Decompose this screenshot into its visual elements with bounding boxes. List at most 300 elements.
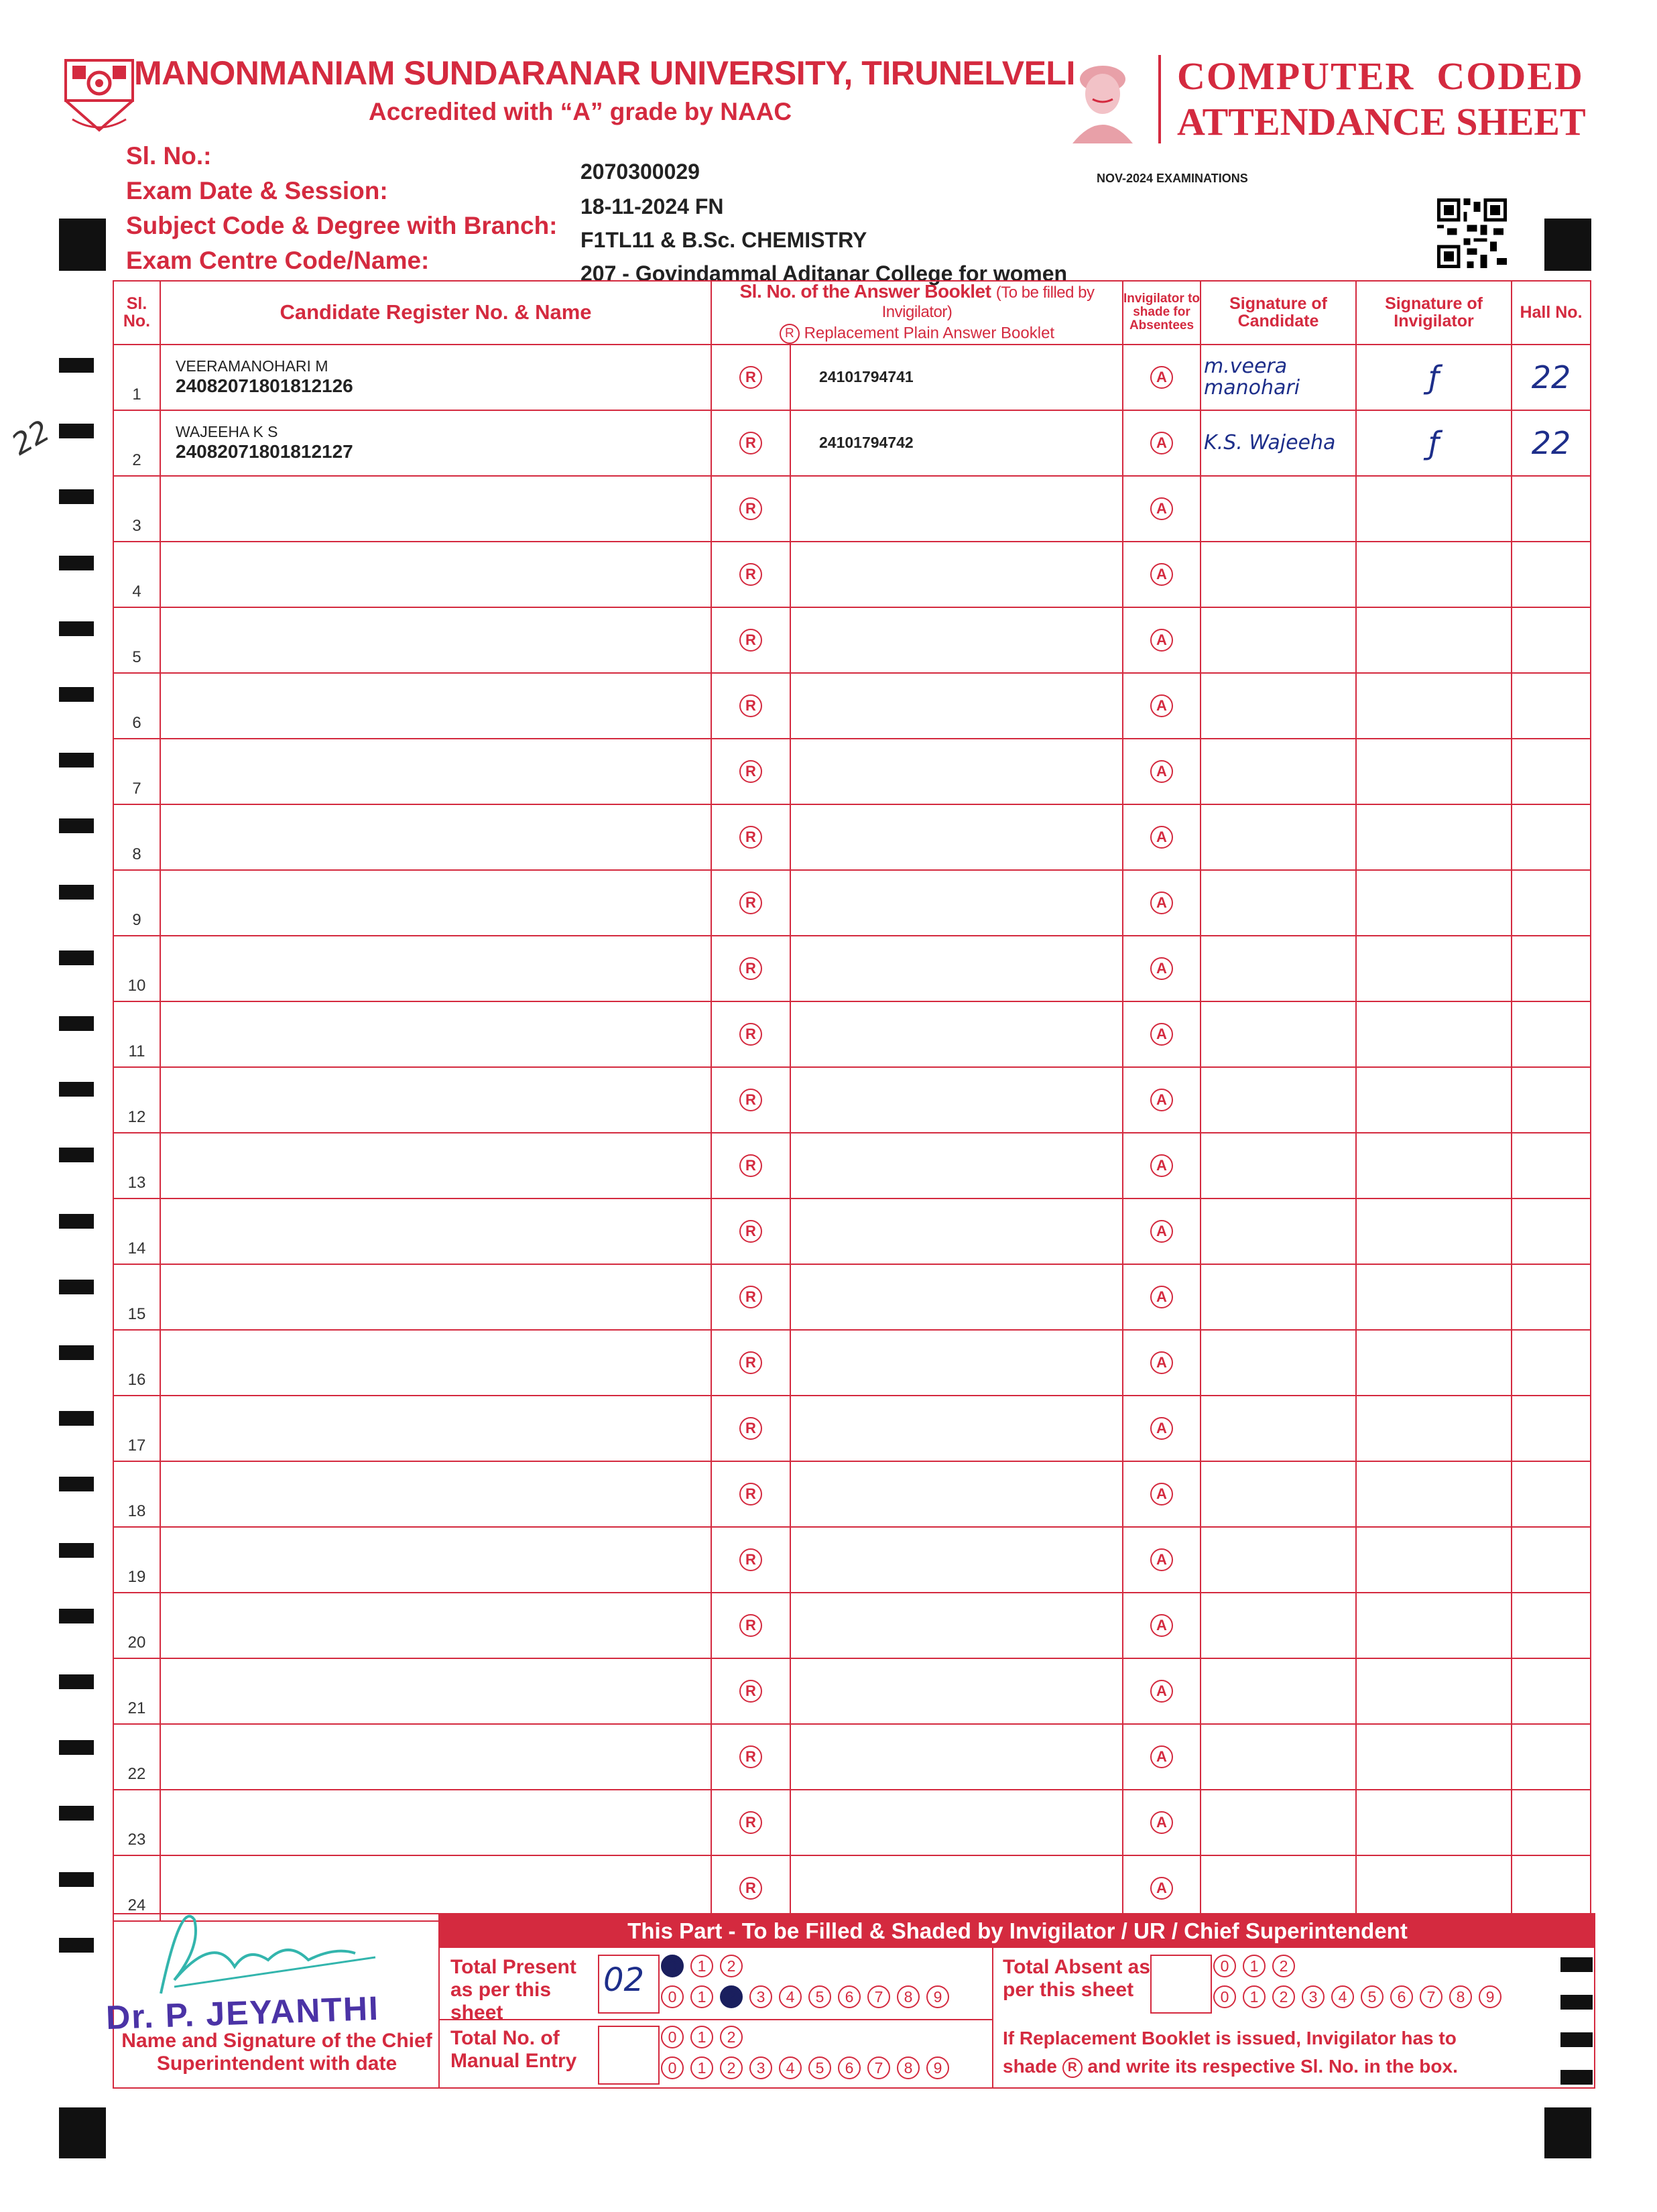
absent-bubble-cell[interactable] bbox=[1123, 1790, 1201, 1855]
hall-no-cell[interactable] bbox=[1512, 410, 1591, 476]
hall-no-cell[interactable] bbox=[1512, 739, 1591, 804]
row-sl-no: 10 bbox=[113, 936, 160, 1001]
replacement-bubble-cell[interactable] bbox=[711, 345, 790, 410]
candidate-cell bbox=[160, 607, 711, 673]
hall-no-cell[interactable] bbox=[1512, 345, 1591, 410]
invigilator-signature-cell[interactable] bbox=[1356, 607, 1512, 673]
candidate-signature-cell[interactable] bbox=[1201, 1527, 1356, 1593]
absent-a-icon[interactable]: A bbox=[1150, 1614, 1173, 1637]
manual-entry-units-bubbles bbox=[661, 2056, 949, 2079]
absent-a-icon[interactable]: A bbox=[1150, 366, 1173, 389]
candidate-signature-cell[interactable] bbox=[1201, 804, 1356, 870]
replacement-bubble-cell[interactable] bbox=[711, 673, 790, 739]
row-sl-no: 2 bbox=[113, 410, 160, 476]
candidate-signature-cell[interactable] bbox=[1201, 1724, 1356, 1790]
invigilator-signature-cell[interactable] bbox=[1356, 345, 1512, 410]
row-sl-no: 17 bbox=[113, 1396, 160, 1461]
timing-mark bbox=[59, 753, 94, 767]
digit-bubble[interactable]: 0 bbox=[661, 1985, 684, 2008]
digit-bubble[interactable]: 1 bbox=[690, 1985, 713, 2008]
candidate-name: VEERAMANOHARI M bbox=[176, 357, 328, 375]
digit-bubble[interactable]: 6 bbox=[838, 2056, 861, 2079]
replacement-r-icon[interactable]: R bbox=[739, 1614, 762, 1637]
replacement-r-icon[interactable]: R bbox=[739, 760, 762, 783]
candidate-signature-cell[interactable] bbox=[1201, 1855, 1356, 1921]
candidate-cell bbox=[160, 1461, 711, 1527]
hall-no-cell[interactable] bbox=[1512, 936, 1591, 1001]
invigilator-signature-cell[interactable] bbox=[1356, 1724, 1512, 1790]
digit-bubble[interactable]: 6 bbox=[838, 1985, 861, 2008]
booklet-cell[interactable] bbox=[790, 1593, 1123, 1658]
timing-mark bbox=[59, 1872, 94, 1887]
replacement-r-icon[interactable]: R bbox=[739, 1351, 762, 1374]
booklet-cell[interactable] bbox=[790, 1396, 1123, 1461]
table-row bbox=[113, 1396, 1591, 1461]
invigilator-signature-cell[interactable] bbox=[1356, 1199, 1512, 1264]
exams-tag: NOV-2024 EXAMINATIONS bbox=[1097, 172, 1248, 185]
absent-bubble-cell[interactable] bbox=[1123, 1001, 1201, 1067]
digit-bubble[interactable]: 0 bbox=[661, 2056, 684, 2079]
digit-bubble[interactable]: 5 bbox=[808, 2056, 831, 2079]
candidate-cell bbox=[160, 345, 711, 410]
booklet-cell[interactable] bbox=[790, 1790, 1123, 1855]
absent-bubble-cell[interactable] bbox=[1123, 1396, 1201, 1461]
hall-no-cell[interactable] bbox=[1512, 1133, 1591, 1199]
booklet-cell[interactable] bbox=[790, 607, 1123, 673]
hall-no-cell[interactable] bbox=[1512, 1790, 1591, 1855]
replacement-r-icon[interactable]: R bbox=[739, 1680, 762, 1703]
candidate-signature-cell[interactable] bbox=[1201, 345, 1356, 410]
sheet-title-line1: COMPUTER CODED bbox=[1177, 54, 1584, 98]
candidate-signature-cell[interactable] bbox=[1201, 1199, 1356, 1264]
candidate-signature-cell[interactable] bbox=[1201, 1461, 1356, 1527]
digit-bubble[interactable]: 7 bbox=[867, 2056, 890, 2079]
absent-bubble-cell[interactable] bbox=[1123, 1264, 1201, 1330]
replacement-r-icon[interactable]: R bbox=[739, 366, 762, 389]
table-row bbox=[113, 410, 1591, 476]
hall-no-cell[interactable] bbox=[1512, 673, 1591, 739]
hall-no-cell[interactable] bbox=[1512, 870, 1591, 936]
invigilator-signature-cell[interactable] bbox=[1356, 476, 1512, 542]
replacement-r-icon[interactable]: R bbox=[739, 497, 762, 520]
invigilator-signature-cell[interactable] bbox=[1356, 870, 1512, 936]
table-row bbox=[113, 1330, 1591, 1396]
row-sl-no: 18 bbox=[113, 1461, 160, 1527]
timing-mark bbox=[59, 1806, 94, 1821]
digit-bubble[interactable]: 3 bbox=[749, 2056, 772, 2079]
booklet-cell[interactable] bbox=[790, 345, 1123, 410]
digit-bubble[interactable]: 2 bbox=[720, 2056, 743, 2079]
row-sl-no: 23 bbox=[113, 1790, 160, 1855]
absent-a-icon[interactable]: A bbox=[1150, 1351, 1173, 1374]
candidate-signature-cell[interactable] bbox=[1201, 1593, 1356, 1658]
booklet-cell[interactable] bbox=[790, 1133, 1123, 1199]
invigilator-signature-cell[interactable] bbox=[1356, 739, 1512, 804]
candidate-signature: m.veera manohari bbox=[1204, 354, 1300, 400]
manual-entry-tens-bubbles bbox=[661, 2026, 743, 2048]
candidate-signature-cell[interactable] bbox=[1201, 1001, 1356, 1067]
booklet-cell[interactable] bbox=[790, 739, 1123, 804]
candidate-cell bbox=[160, 673, 711, 739]
digit-bubble[interactable]: 1 bbox=[690, 2056, 713, 2079]
university-logo bbox=[59, 56, 139, 135]
digit-bubble[interactable]: 0 bbox=[661, 1955, 684, 1977]
candidate-cell bbox=[160, 739, 711, 804]
replacement-r-icon[interactable]: R bbox=[739, 1154, 762, 1177]
candidate-signature-cell[interactable] bbox=[1201, 1067, 1356, 1133]
digit-bubble[interactable]: 4 bbox=[779, 2056, 802, 2079]
digit-bubble[interactable]: 0 bbox=[1213, 1955, 1236, 1977]
booklet-cell[interactable] bbox=[790, 542, 1123, 607]
absent-bubble-cell[interactable] bbox=[1123, 542, 1201, 607]
absent-a-icon[interactable]: A bbox=[1150, 1220, 1173, 1243]
absent-bubble-cell[interactable] bbox=[1123, 739, 1201, 804]
header-booklet-main: Sl. No. of the Answer Booklet bbox=[739, 281, 991, 302]
invigilator-signature-cell[interactable] bbox=[1356, 1790, 1512, 1855]
exam-date-label: Exam Date & Session: bbox=[126, 177, 388, 204]
replacement-r-icon[interactable]: R bbox=[739, 1220, 762, 1243]
absent-a-icon[interactable]: A bbox=[1150, 497, 1173, 520]
invigilator-signature-cell[interactable] bbox=[1356, 1461, 1512, 1527]
booklet-cell[interactable] bbox=[790, 870, 1123, 936]
absent-bubble-cell[interactable] bbox=[1123, 1067, 1201, 1133]
absent-bubble-cell[interactable] bbox=[1123, 1724, 1201, 1790]
digit-bubble[interactable]: 0 bbox=[1213, 1985, 1236, 2008]
absent-bubble-cell[interactable] bbox=[1123, 804, 1201, 870]
founder-portrait bbox=[1059, 52, 1146, 143]
table-row bbox=[113, 936, 1591, 1001]
digit-bubble[interactable]: 2 bbox=[720, 1955, 743, 1977]
digit-bubble[interactable]: 9 bbox=[926, 1985, 949, 2008]
invigilator-signature-cell[interactable] bbox=[1356, 1264, 1512, 1330]
candidate-signature-cell[interactable] bbox=[1201, 1133, 1356, 1199]
absent-bubble-cell[interactable] bbox=[1123, 1593, 1201, 1658]
header-hall: Hall No. bbox=[1512, 281, 1591, 345]
absent-bubble-cell[interactable] bbox=[1123, 607, 1201, 673]
timing-mark bbox=[59, 1345, 94, 1360]
digit-bubble[interactable]: 8 bbox=[897, 1985, 920, 2008]
candidate-cell bbox=[160, 1264, 711, 1330]
absent-bubble-cell[interactable] bbox=[1123, 1330, 1201, 1396]
absent-bubble-cell[interactable] bbox=[1123, 1855, 1201, 1921]
absent-a-icon[interactable]: A bbox=[1150, 1154, 1173, 1177]
booklet-cell[interactable] bbox=[790, 673, 1123, 739]
sheet-title-line2: ATTENDANCE SHEET bbox=[1177, 100, 1586, 143]
digit-bubble[interactable]: 2 bbox=[720, 2026, 743, 2048]
booklet-cell[interactable] bbox=[790, 1264, 1123, 1330]
candidate-signature-cell[interactable] bbox=[1201, 1790, 1356, 1855]
absent-a-icon[interactable]: A bbox=[1150, 563, 1173, 586]
row-sl-no: 9 bbox=[113, 870, 160, 936]
absent-a-icon[interactable]: A bbox=[1150, 760, 1173, 783]
hall-no-cell[interactable] bbox=[1512, 1199, 1591, 1264]
candidate-cell bbox=[160, 542, 711, 607]
booklet-cell[interactable] bbox=[790, 804, 1123, 870]
replacement-bubble-cell[interactable] bbox=[711, 476, 790, 542]
table-row bbox=[113, 870, 1591, 936]
chief-label: Name and Signature of the Chief Superintendent with date bbox=[121, 2030, 432, 2075]
absent-bubble-cell[interactable] bbox=[1123, 1461, 1201, 1527]
digit-bubble[interactable]: 7 bbox=[1420, 1985, 1443, 2008]
absent-bubble-cell[interactable] bbox=[1123, 936, 1201, 1001]
table-row bbox=[113, 1461, 1591, 1527]
replacement-bubble-cell[interactable] bbox=[711, 1264, 790, 1330]
centre-value: 207 - Govindammal Aditanar College for women bbox=[580, 261, 1068, 286]
row-sl-no: 24 bbox=[113, 1855, 160, 1921]
total-present-label: Total Present as per this sheet bbox=[450, 1956, 576, 2024]
digit-bubble[interactable]: 2 bbox=[1272, 1955, 1295, 1977]
digit-bubble[interactable]: 2 bbox=[1272, 1985, 1295, 2008]
replacement-r-icon[interactable]: R bbox=[739, 1548, 762, 1571]
row-sl-no: 5 bbox=[113, 607, 160, 673]
replacement-bubble-cell[interactable] bbox=[711, 1396, 790, 1461]
replacement-r-icon[interactable]: R bbox=[739, 1745, 762, 1768]
booklet-cell[interactable] bbox=[790, 936, 1123, 1001]
timing-mark bbox=[59, 424, 94, 438]
centre-label: Exam Centre Code/Name: bbox=[126, 247, 430, 274]
hall-no-cell[interactable] bbox=[1512, 1461, 1591, 1527]
invigilator-signature-cell[interactable] bbox=[1356, 1067, 1512, 1133]
absent-a-icon[interactable]: A bbox=[1150, 1023, 1173, 1046]
invigilator-signature-cell[interactable] bbox=[1356, 1658, 1512, 1724]
absent-a-icon[interactable]: A bbox=[1150, 957, 1173, 980]
candidate-signature-cell[interactable] bbox=[1201, 542, 1356, 607]
replacement-bubble-cell[interactable] bbox=[711, 542, 790, 607]
replacement-r-icon[interactable]: R bbox=[739, 432, 762, 454]
absent-a-icon[interactable]: A bbox=[1150, 1089, 1173, 1111]
table-row bbox=[113, 1593, 1591, 1658]
absent-a-icon[interactable]: A bbox=[1150, 432, 1173, 454]
candidate-signature-cell[interactable] bbox=[1201, 673, 1356, 739]
replacement-r-icon[interactable]: R bbox=[739, 892, 762, 914]
hall-no-cell[interactable] bbox=[1512, 804, 1591, 870]
digit-bubble[interactable]: 3 bbox=[1302, 1985, 1325, 2008]
replacement-r-icon[interactable]: R bbox=[739, 1023, 762, 1046]
replacement-bubble-cell[interactable] bbox=[711, 1790, 790, 1855]
replacement-r-icon[interactable]: R bbox=[739, 1417, 762, 1440]
digit-bubble[interactable]: 0 bbox=[661, 2026, 684, 2048]
replacement-bubble-cell[interactable] bbox=[711, 1133, 790, 1199]
title-divider bbox=[1158, 55, 1161, 143]
candidate-signature-cell[interactable] bbox=[1201, 870, 1356, 936]
replacement-bubble-cell[interactable] bbox=[711, 1330, 790, 1396]
hall-no-cell[interactable] bbox=[1512, 1855, 1591, 1921]
absent-a-icon[interactable]: A bbox=[1150, 1811, 1173, 1834]
timing-mark bbox=[59, 885, 94, 900]
timing-mark bbox=[59, 1609, 94, 1623]
candidate-signature-cell[interactable] bbox=[1201, 1396, 1356, 1461]
manual-entry-box[interactable] bbox=[598, 2026, 660, 2085]
replacement-r-icon[interactable]: R bbox=[739, 563, 762, 586]
absent-bubble-cell[interactable] bbox=[1123, 1199, 1201, 1264]
booklet-cell[interactable] bbox=[790, 1855, 1123, 1921]
replacement-bubble-cell[interactable] bbox=[711, 1724, 790, 1790]
digit-bubble[interactable]: 1 bbox=[690, 2026, 713, 2048]
invigilator-signature-cell[interactable] bbox=[1356, 542, 1512, 607]
absent-a-icon[interactable]: A bbox=[1150, 892, 1173, 914]
replacement-r-icon[interactable]: R bbox=[739, 1483, 762, 1506]
candidate-signature-cell[interactable] bbox=[1201, 476, 1356, 542]
absent-a-icon[interactable]: A bbox=[1150, 826, 1173, 849]
invigilator-signature-cell[interactable] bbox=[1356, 410, 1512, 476]
absent-a-icon[interactable]: A bbox=[1150, 1483, 1173, 1506]
replacement-r-icon[interactable]: R bbox=[739, 694, 762, 717]
replacement-bubble-cell[interactable] bbox=[711, 410, 790, 476]
header-sig-invigilator: Signature of Invigilator bbox=[1356, 281, 1512, 345]
replacement-bubble-cell[interactable] bbox=[711, 936, 790, 1001]
replacement-bubble-cell[interactable] bbox=[711, 739, 790, 804]
replacement-r-icon[interactable]: R bbox=[739, 1811, 762, 1834]
replacement-r-icon[interactable]: R bbox=[739, 957, 762, 980]
digit-bubble[interactable]: 1 bbox=[690, 1955, 713, 1977]
replacement-bubble-cell[interactable] bbox=[711, 1658, 790, 1724]
absent-a-icon[interactable]: A bbox=[1150, 1286, 1173, 1308]
row-sl-no: 14 bbox=[113, 1199, 160, 1264]
invigilator-signature-cell[interactable] bbox=[1356, 936, 1512, 1001]
hall-no-cell[interactable] bbox=[1512, 1658, 1591, 1724]
candidate-signature-cell[interactable] bbox=[1201, 936, 1356, 1001]
replacement-r-icon[interactable]: R bbox=[739, 1877, 762, 1900]
header-booklet-note: (To be filled by Invigilator) bbox=[881, 284, 1095, 322]
table-row bbox=[113, 607, 1591, 673]
invigilator-signature-cell[interactable] bbox=[1356, 1396, 1512, 1461]
absent-bubble-cell[interactable] bbox=[1123, 870, 1201, 936]
row-sl-no: 13 bbox=[113, 1133, 160, 1199]
invigilator-signature-cell[interactable] bbox=[1356, 1133, 1512, 1199]
booklet-cell[interactable] bbox=[790, 1658, 1123, 1724]
digit-bubble[interactable]: 1 bbox=[1243, 1955, 1266, 1977]
replacement-bubble-cell[interactable] bbox=[711, 1067, 790, 1133]
hall-no-cell[interactable] bbox=[1512, 1001, 1591, 1067]
replacement-r-icon[interactable]: R bbox=[739, 826, 762, 849]
total-absent-box[interactable] bbox=[1150, 1955, 1212, 2014]
replacement-bubble-cell[interactable] bbox=[711, 1199, 790, 1264]
replacement-bubble-cell[interactable] bbox=[711, 1855, 790, 1921]
hall-no-cell[interactable] bbox=[1512, 542, 1591, 607]
invigilator-signature-cell[interactable] bbox=[1356, 1593, 1512, 1658]
invigilator-signature-cell[interactable] bbox=[1356, 804, 1512, 870]
hall-no-cell[interactable] bbox=[1512, 1593, 1591, 1658]
candidate-signature-cell[interactable] bbox=[1201, 1264, 1356, 1330]
replacement-bubble-cell[interactable] bbox=[711, 1461, 790, 1527]
hall-no-cell[interactable] bbox=[1512, 476, 1591, 542]
officials-section bbox=[105, 1913, 1595, 2089]
timing-mark bbox=[1544, 219, 1591, 271]
candidate-signature-cell[interactable] bbox=[1201, 607, 1356, 673]
digit-bubble[interactable]: 7 bbox=[867, 1985, 890, 2008]
hall-no-cell[interactable] bbox=[1512, 1724, 1591, 1790]
replacement-r-icon[interactable]: R bbox=[739, 1286, 762, 1308]
timing-mark bbox=[59, 1477, 94, 1491]
hall-no-cell[interactable] bbox=[1512, 607, 1591, 673]
booklet-cell[interactable] bbox=[790, 1527, 1123, 1593]
absent-bubble-cell[interactable] bbox=[1123, 673, 1201, 739]
absent-a-icon[interactable]: A bbox=[1150, 1745, 1173, 1768]
digit-bubble[interactable]: 8 bbox=[897, 2056, 920, 2079]
chief-name-stamp: Dr. P. JEYANTHI bbox=[105, 1989, 380, 2037]
absent-a-icon[interactable]: A bbox=[1150, 629, 1173, 652]
candidate-cell bbox=[160, 1067, 711, 1133]
absent-bubble-cell[interactable] bbox=[1123, 1527, 1201, 1593]
digit-bubble[interactable]: 9 bbox=[926, 2056, 949, 2079]
timing-mark bbox=[59, 556, 94, 570]
replacement-bubble-cell[interactable] bbox=[711, 1527, 790, 1593]
timing-mark bbox=[59, 1674, 94, 1689]
table-row bbox=[113, 542, 1591, 607]
digit-bubble[interactable]: 2 bbox=[720, 1985, 743, 2008]
absent-bubble-cell[interactable] bbox=[1123, 345, 1201, 410]
digit-bubble[interactable]: 9 bbox=[1479, 1985, 1501, 2008]
timing-mark bbox=[59, 489, 94, 504]
hall-no-cell[interactable] bbox=[1512, 1330, 1591, 1396]
replacement-bubble-cell[interactable] bbox=[711, 607, 790, 673]
digit-bubble[interactable]: 3 bbox=[749, 1985, 772, 2008]
booklet-cell[interactable] bbox=[790, 1724, 1123, 1790]
digit-bubble[interactable]: 8 bbox=[1449, 1985, 1472, 2008]
header-sl-no: Sl. No. bbox=[113, 281, 160, 345]
digit-bubble[interactable]: 6 bbox=[1390, 1985, 1413, 2008]
invigilator-signature-cell[interactable] bbox=[1356, 1001, 1512, 1067]
absent-bubble-cell[interactable] bbox=[1123, 1133, 1201, 1199]
booklet-cell[interactable] bbox=[790, 476, 1123, 542]
replacement-bubble-cell[interactable] bbox=[711, 870, 790, 936]
digit-bubble[interactable]: 1 bbox=[1243, 1985, 1266, 2008]
replacement-bubble-cell[interactable] bbox=[711, 804, 790, 870]
replacement-bubble-cell[interactable] bbox=[711, 1593, 790, 1658]
replacement-bubble-cell[interactable] bbox=[711, 1001, 790, 1067]
digit-bubble[interactable]: 5 bbox=[808, 1985, 831, 2008]
booklet-cell[interactable] bbox=[790, 1461, 1123, 1527]
booklet-cell[interactable] bbox=[790, 1067, 1123, 1133]
timing-mark bbox=[1544, 2107, 1591, 2158]
absent-bubble-cell[interactable] bbox=[1123, 476, 1201, 542]
absent-bubble-cell[interactable] bbox=[1123, 1658, 1201, 1724]
digit-bubble[interactable]: 4 bbox=[1331, 1985, 1354, 2008]
booklet-cell[interactable] bbox=[790, 1330, 1123, 1396]
invigilator-signature-cell[interactable] bbox=[1356, 1855, 1512, 1921]
absent-bubble-cell[interactable] bbox=[1123, 410, 1201, 476]
officials-band: This Part - To be Filled & Shaded by Invigilator / UR / Chief Superintendent bbox=[440, 1914, 1595, 1948]
absent-a-icon[interactable]: A bbox=[1150, 1877, 1173, 1900]
candidate-signature-cell[interactable] bbox=[1201, 1330, 1356, 1396]
invigilator-signature-cell[interactable] bbox=[1356, 1330, 1512, 1396]
replacement-r-icon[interactable]: R bbox=[739, 1089, 762, 1111]
hall-no-cell[interactable] bbox=[1512, 1264, 1591, 1330]
replacement-r-icon[interactable]: R bbox=[739, 629, 762, 652]
booklet-cell[interactable] bbox=[790, 410, 1123, 476]
row-sl-no: 1 bbox=[113, 345, 160, 410]
hall-no-cell[interactable] bbox=[1512, 1396, 1591, 1461]
candidate-signature-cell[interactable] bbox=[1201, 410, 1356, 476]
booklet-cell[interactable] bbox=[790, 1199, 1123, 1264]
absent-a-icon[interactable]: A bbox=[1150, 1548, 1173, 1571]
candidate-signature-cell[interactable] bbox=[1201, 1658, 1356, 1724]
booklet-cell[interactable] bbox=[790, 1001, 1123, 1067]
hall-no: 22 bbox=[1531, 424, 1571, 461]
candidate-reg-no: 24082071801812127 bbox=[176, 441, 353, 463]
hall-no-cell[interactable] bbox=[1512, 1527, 1591, 1593]
digit-bubble[interactable]: 5 bbox=[1361, 1985, 1384, 2008]
candidate-cell bbox=[160, 1330, 711, 1396]
invigilator-signature-cell[interactable] bbox=[1356, 1527, 1512, 1593]
absent-a-icon[interactable]: A bbox=[1150, 1417, 1173, 1440]
absent-a-icon[interactable]: A bbox=[1150, 1680, 1173, 1703]
candidate-signature-cell[interactable] bbox=[1201, 739, 1356, 804]
digit-bubble[interactable]: 4 bbox=[779, 1985, 802, 2008]
absent-a-icon[interactable]: A bbox=[1150, 694, 1173, 717]
invigilator-signature-cell[interactable] bbox=[1356, 673, 1512, 739]
hall-no-cell[interactable] bbox=[1512, 1067, 1591, 1133]
